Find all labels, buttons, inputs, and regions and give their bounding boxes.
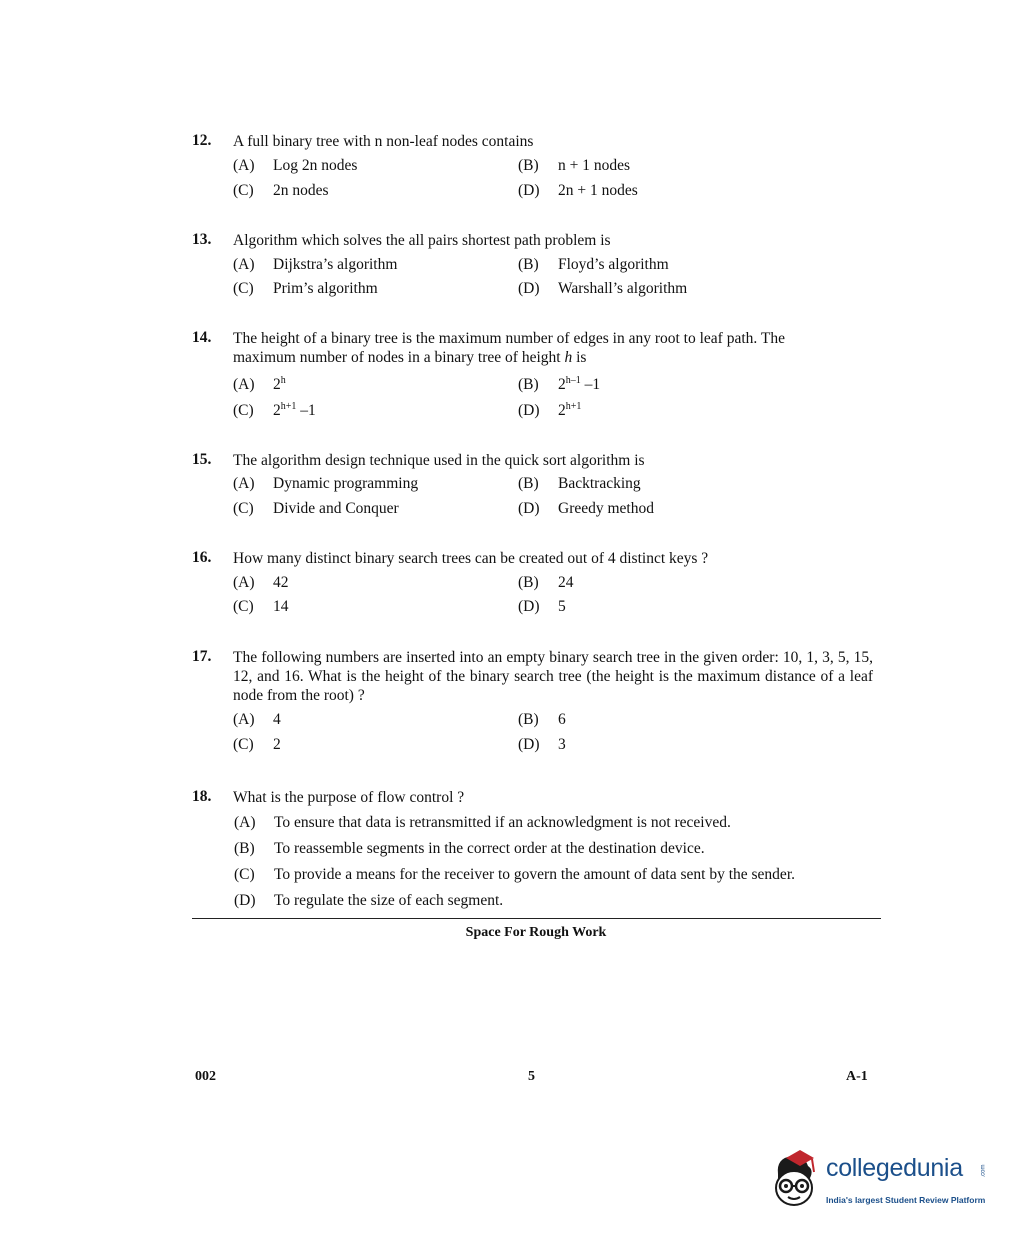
option-d: (D) $2^{h+1}$ [518,401,582,419]
option-a: (A) To ensure that data is retransmitted if an acknowledgment is not received. [234,814,731,831]
option-a: (A) 42 [233,574,289,591]
option-b: (B) 24 [518,574,574,591]
question-14 [192,329,872,369]
paper-code: 002 [195,1069,216,1084]
option-a: (A) 4 [233,711,281,728]
option-b: (B) 6 [518,711,566,728]
question-text: The following numbers are inserted into an empty binary search tree in the given order: 10, 1, 3, 5, 15, 12, and 16. What is the height of the binary search tree (the height is the maximum distance of a leaf node from the root) ? [233,649,873,704]
option-a: (A) Dynamic programming [233,475,419,492]
question-text: What is the purpose of flow control ? [233,789,465,806]
collegedunia-logo [768,1148,992,1214]
option-d: (D) 3 [518,736,566,753]
option-a: (A) Log 2n nodes [233,157,358,174]
option-c: (C) 14 [233,598,289,615]
logo-wordmark: collegedunia [826,1154,963,1182]
option-d: (D) 5 [518,598,566,615]
divider [192,918,881,919]
option-b: (B) Backtracking [518,475,641,492]
logo-tagline: India's largest Student Review Platform [826,1195,986,1205]
option-c: (C) $2^{h+1}$ –1 [233,401,316,419]
page-number: 5 [528,1069,535,1084]
option-d: (D) To regulate the size of each segment. [234,892,504,909]
question-text: How many distinct binary search trees can be created out of 4 distinct keys ? [233,550,709,567]
option-b: (B) To reassemble segments in the correct order at the destination device. [234,840,705,857]
question-number: 15. [192,451,212,468]
question-number: 18. [192,788,212,805]
question-text: The height of a binary tree is the maximum number of edges in any root to leaf path. The maximum number of nodes in a binary tree of height h is [233,330,785,366]
question-text: A full binary tree with n non-leaf nodes contains [233,133,534,150]
option-c: (C) 2 [233,736,281,753]
option-d: (D) Warshall’s algorithm [518,280,688,297]
option-c: (C) Prim’s algorithm [233,280,378,297]
logo-domain-suffix: .com [980,1164,987,1178]
option-b: (B) n + 1 nodes [518,157,631,174]
question-text: Algorithm which solves the all pairs shortest path problem is [233,232,611,249]
question-number: 13. [192,231,212,248]
question-number: 14. [192,329,212,346]
option-a: (A) Dijkstra’s algorithm [233,256,398,273]
option-c: (C) 2n nodes [233,182,329,199]
question-text: The algorithm design technique used in the quick sort algorithm is [233,452,645,469]
question-number: 12. [192,132,212,149]
question-number: 17. [192,648,212,665]
booklet-series: A-1 [846,1069,868,1084]
question-number: 16. [192,549,212,566]
rough-work-label: Space For Rough Work [465,925,607,940]
option-c: (C) Divide and Conquer [233,500,399,517]
mascot-icon [768,1148,824,1214]
option-d: (D) 2n + 1 nodes [518,182,638,199]
option-d: (D) Greedy method [518,500,654,517]
option-a: (A) 2$^h$ [233,375,286,393]
option-b: (B) 2$^{h-1}$ –1 [518,375,601,393]
option-b: (B) Floyd’s algorithm [518,256,669,273]
option-c: (C) To provide a means for the receiver to govern the amount of data sent by the sender. [234,866,795,883]
question-17 [192,648,872,708]
